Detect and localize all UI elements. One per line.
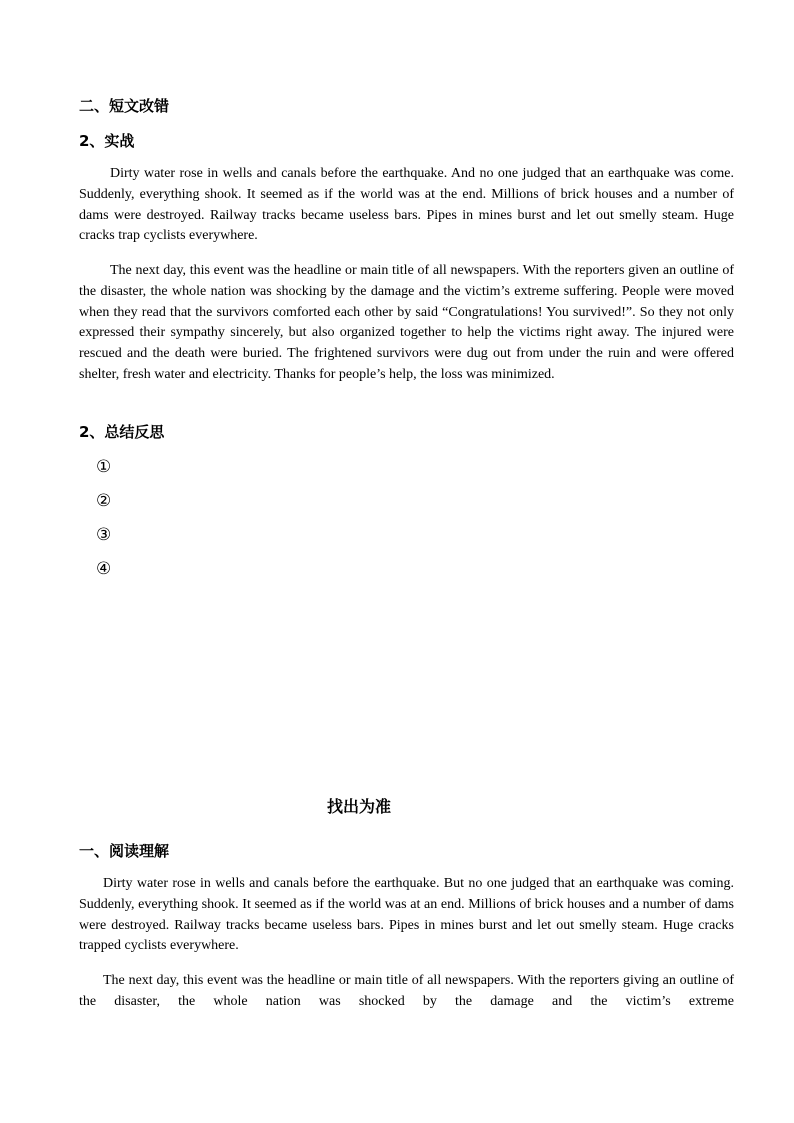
summary-marker-2: ②: [96, 491, 112, 511]
summary-marker-1: ①: [96, 457, 112, 477]
summary-marker-3: ③: [96, 525, 112, 545]
summary-marker-4: ④: [96, 559, 112, 579]
reading-heading: 一、阅读理解: [79, 842, 170, 860]
proofreading-paragraph-2: The next day, this event was the headline or main title of all newspapers. With the reporters given an outline of the disaster, the whole nation was shocking by the damage and the victim’s extreme suffering. People were moved when they read that the survivors comforted each other by said “Congratulations! You survived!”. So they not only expressed their sympathy sincerely, but also organized together to help the victims right away. The injured were rescued and the death were buried. The frightened survivors were dug out from under the ruin and were offered shelter, fresh water and electricity. Thanks for people’s help, the loss was minimized.: [79, 263, 734, 382]
answer-paragraph-1: Dirty water rose in wells and canals before the earthquake. But no one judged that an earthquake was coming. Suddenly, everything shook. It seemed as if the world was at an end. Millions of brick houses and a number of dams were destroyed. Railway tracks became useless bars. Pipes in mines burst and let out smelly steam. Huge cracks trapped cyclists everywhere.: [79, 876, 734, 954]
practice-heading: 2、实战: [79, 132, 135, 150]
proofreading-paragraph-1: Dirty water rose in wells and canals before the earthquake. And no one judged that an earthquake was come. Suddenly, everything shook. It seemed as if the world was at the end. Millions of brick houses and a number of dams were destroyed. Railway tracks became useless bars. Pipes in mines burst and let out smelly steam. Huge cracks trap cyclists everywhere.: [79, 166, 734, 244]
summary-heading: 2、总结反思: [79, 423, 165, 441]
section-title-proofreading: 二、短文改错: [79, 97, 170, 115]
answer-section-title: 找出为准: [326, 797, 391, 816]
answer-paragraph-2: The next day, this event was the headline or main title of all newspapers. With the reporters giving an outline of the disaster, the whole nation was shocked by the damage and the victim’s extreme: [79, 973, 734, 1009]
